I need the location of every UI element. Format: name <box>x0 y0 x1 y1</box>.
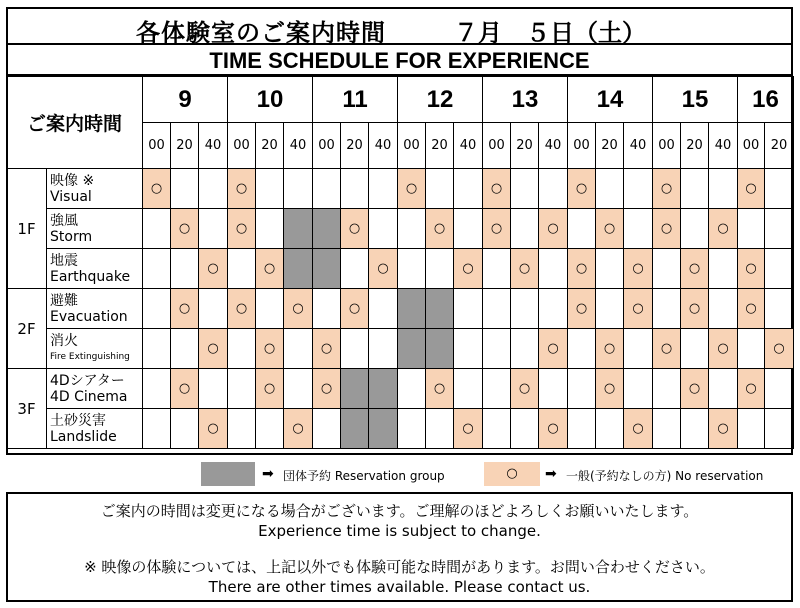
slot-empty <box>483 369 511 409</box>
slot-reservation-group <box>284 209 313 249</box>
slot-general: ○ <box>228 289 256 329</box>
slot-general: ○ <box>681 369 709 409</box>
schedule-row <box>7 369 794 409</box>
slot-empty <box>171 169 199 209</box>
slot-empty <box>199 289 228 329</box>
slot-general: ○ <box>199 409 228 449</box>
slot-empty <box>709 249 738 289</box>
slot-empty <box>596 289 624 329</box>
slot-empty <box>228 329 256 369</box>
minute-16-20: 20 <box>765 123 794 169</box>
slot-empty <box>539 369 568 409</box>
slot-reservation-group <box>398 289 426 329</box>
slot-empty <box>454 209 483 249</box>
time-label: ご案内時間 <box>7 77 143 169</box>
minute-14-20: 20 <box>596 123 624 169</box>
slot-general: ○ <box>539 409 568 449</box>
floor-label: 3F <box>7 369 47 449</box>
minute-14-40: 40 <box>624 123 653 169</box>
hour-header-row <box>7 77 794 123</box>
slot-general: ○ <box>539 209 568 249</box>
slot-empty <box>511 289 539 329</box>
slot-empty <box>624 329 653 369</box>
slot-empty <box>709 289 738 329</box>
slot-empty <box>568 329 596 369</box>
slot-empty <box>653 409 681 449</box>
room-name-jp: 強風 <box>50 212 78 229</box>
minute-13-40: 40 <box>539 123 568 169</box>
slot-general: ○ <box>765 329 794 369</box>
slot-empty <box>426 409 454 449</box>
room-name-jp: 土砂災害 <box>50 412 106 429</box>
room-name <box>47 329 143 369</box>
minute-14-00: 00 <box>568 123 596 169</box>
slot-empty <box>454 369 483 409</box>
floor-label: 1F <box>7 169 47 289</box>
notice-en-change: Experience time is subject to change. <box>258 522 541 540</box>
slot-empty <box>143 289 171 329</box>
slot-empty <box>511 169 539 209</box>
slot-general: ○ <box>738 369 765 409</box>
slot-empty <box>341 249 369 289</box>
slot-empty <box>511 209 539 249</box>
slot-empty <box>369 209 398 249</box>
slot-empty <box>738 409 765 449</box>
slot-general: ○ <box>624 249 653 289</box>
slot-empty <box>765 209 794 249</box>
slot-general: ○ <box>511 369 539 409</box>
slot-empty <box>511 409 539 449</box>
slot-empty <box>624 369 653 409</box>
slot-general: ○ <box>284 409 313 449</box>
room-name-en: Evacuation <box>50 308 128 325</box>
slot-empty <box>709 169 738 209</box>
slot-general: ○ <box>171 289 199 329</box>
slot-empty <box>483 289 511 329</box>
slot-general: ○ <box>681 289 709 329</box>
slot-reservation-group <box>341 409 369 449</box>
slot-general: ○ <box>653 329 681 369</box>
slot-general: ○ <box>256 329 284 369</box>
slot-general: ○ <box>199 249 228 289</box>
minute-16-00: 00 <box>738 123 765 169</box>
legend-group-label: 団体予約 Reservation group <box>283 469 445 483</box>
slot-empty <box>143 329 171 369</box>
slot-empty <box>568 409 596 449</box>
slot-general: ○ <box>143 169 171 209</box>
slot-reservation-group <box>426 289 454 329</box>
title-row <box>6 7 793 45</box>
minute-11-40: 40 <box>369 123 398 169</box>
room-name-en: Fire Extinguishing <box>50 351 130 362</box>
slot-empty <box>568 369 596 409</box>
slot-empty <box>171 329 199 369</box>
hour-16: 16 <box>738 77 794 123</box>
slot-empty <box>313 409 341 449</box>
minute-15-20: 20 <box>681 123 709 169</box>
slot-general: ○ <box>596 209 624 249</box>
room-name-en: 4D Cinema <box>50 388 128 405</box>
room-name-jp: 4Dシアター <box>50 372 125 389</box>
slot-empty <box>765 169 794 209</box>
slot-general: ○ <box>313 329 341 369</box>
slot-empty <box>454 329 483 369</box>
slot-empty <box>596 169 624 209</box>
slot-empty <box>398 369 426 409</box>
slot-reservation-group <box>313 249 341 289</box>
hour-12: 12 <box>398 77 483 123</box>
minute-9-20: 20 <box>171 123 199 169</box>
slot-general: ○ <box>568 289 596 329</box>
minute-11-00: 00 <box>313 123 341 169</box>
slot-empty <box>284 329 313 369</box>
slot-general: ○ <box>256 369 284 409</box>
room-name <box>47 289 143 329</box>
slot-empty <box>765 409 794 449</box>
slot-empty <box>568 209 596 249</box>
minute-12-20: 20 <box>426 123 454 169</box>
notice-en-visual: There are other times available. Please contact us. <box>208 578 591 596</box>
slot-general: ○ <box>738 249 765 289</box>
slot-empty <box>284 169 313 209</box>
minute-15-00: 00 <box>653 123 681 169</box>
minute-9-40: 40 <box>199 123 228 169</box>
notice-box <box>6 492 793 602</box>
slot-empty <box>256 169 284 209</box>
slot-empty <box>369 289 398 329</box>
legend-group-arrow-icon: ➡ <box>262 466 274 482</box>
slot-empty <box>256 209 284 249</box>
slot-empty <box>681 209 709 249</box>
hour-15: 15 <box>653 77 738 123</box>
slot-empty <box>681 169 709 209</box>
notice-jp-visual: ※ 映像の体験については、上記以外でも体験可能な時間があります。お問い合わせください。 <box>84 558 715 576</box>
slot-empty <box>398 249 426 289</box>
slot-empty <box>426 169 454 209</box>
slot-reservation-group <box>398 329 426 369</box>
slot-general: ○ <box>341 209 369 249</box>
slot-empty <box>426 249 454 289</box>
slot-empty <box>483 329 511 369</box>
slot-general: ○ <box>709 209 738 249</box>
slot-general: ○ <box>284 289 313 329</box>
floor-label: 2F <box>7 289 47 369</box>
room-name-en: Landslide <box>50 428 117 445</box>
schedule-row <box>7 329 794 369</box>
hour-11: 11 <box>313 77 398 123</box>
slot-empty <box>341 169 369 209</box>
slot-general: ○ <box>228 209 256 249</box>
slot-empty <box>256 289 284 329</box>
slot-general: ○ <box>539 329 568 369</box>
slot-empty <box>369 329 398 369</box>
slot-empty <box>171 409 199 449</box>
slot-empty <box>596 409 624 449</box>
minute-15-40: 40 <box>709 123 738 169</box>
slot-reservation-group <box>426 329 454 369</box>
slot-general: ○ <box>256 249 284 289</box>
room-name-jp: 避難 <box>50 292 78 309</box>
hour-13: 13 <box>483 77 568 123</box>
slot-general: ○ <box>596 369 624 409</box>
slot-general: ○ <box>483 169 511 209</box>
slot-empty <box>228 249 256 289</box>
slot-general: ○ <box>341 289 369 329</box>
slot-general: ○ <box>398 169 426 209</box>
slot-empty <box>199 369 228 409</box>
slot-general: ○ <box>171 209 199 249</box>
legend-group-swatch <box>201 462 255 486</box>
slot-general: ○ <box>596 329 624 369</box>
slot-empty <box>483 409 511 449</box>
slot-empty <box>653 369 681 409</box>
legend-general-arrow-icon: ➡ <box>545 466 557 482</box>
slot-empty <box>313 169 341 209</box>
slot-empty <box>738 209 765 249</box>
slot-empty <box>765 289 794 329</box>
minute-13-20: 20 <box>511 123 539 169</box>
minute-10-20: 20 <box>256 123 284 169</box>
slot-empty <box>539 249 568 289</box>
slot-empty <box>256 409 284 449</box>
slot-empty <box>624 209 653 249</box>
page-subtitle: TIME SCHEDULE FOR EXPERIENCE <box>6 45 793 76</box>
minute-13-00: 00 <box>483 123 511 169</box>
minute-10-00: 00 <box>228 123 256 169</box>
hour-9: 9 <box>143 77 228 123</box>
slot-general: ○ <box>653 209 681 249</box>
room-name-jp: 地震 <box>50 252 78 269</box>
slot-general: ○ <box>738 169 765 209</box>
slot-empty <box>709 369 738 409</box>
minute-11-20: 20 <box>341 123 369 169</box>
schedule-row <box>7 209 794 249</box>
room-name <box>47 249 143 289</box>
slot-general: ○ <box>511 249 539 289</box>
slot-empty <box>596 249 624 289</box>
room-name-jp: 映像 ※ <box>50 172 95 189</box>
schedule-row <box>7 249 794 289</box>
minute-12-40: 40 <box>454 123 483 169</box>
page-title: 各体験室のご案内時間 <box>136 19 386 47</box>
slot-general: ○ <box>624 289 653 329</box>
slot-general: ○ <box>568 169 596 209</box>
slot-general: ○ <box>313 369 341 409</box>
schedule-table <box>6 76 794 449</box>
legend-general-swatch: ○ <box>484 462 540 486</box>
slot-empty <box>681 329 709 369</box>
slot-empty <box>199 169 228 209</box>
slot-empty <box>341 329 369 369</box>
slot-empty <box>765 369 794 409</box>
hour-10: 10 <box>228 77 313 123</box>
schedule-row <box>7 289 794 329</box>
slot-general: ○ <box>228 169 256 209</box>
slot-reservation-group <box>284 249 313 289</box>
slot-general: ○ <box>709 409 738 449</box>
slot-general: ○ <box>738 289 765 329</box>
slot-empty <box>398 409 426 449</box>
room-name-en: Visual <box>50 188 92 205</box>
slot-empty <box>539 289 568 329</box>
slot-reservation-group <box>369 409 398 449</box>
slot-empty <box>143 409 171 449</box>
room-name-en: Earthquake <box>50 268 131 285</box>
slot-empty <box>738 329 765 369</box>
slot-general: ○ <box>426 209 454 249</box>
room-name <box>47 369 143 409</box>
minute-9-00: 00 <box>143 123 171 169</box>
minute-10-40: 40 <box>284 123 313 169</box>
slot-general: ○ <box>653 169 681 209</box>
room-name <box>47 169 143 209</box>
slot-general: ○ <box>709 329 738 369</box>
minute-12-00: 00 <box>398 123 426 169</box>
schedule-date: ７月 ５日（土） <box>454 19 646 47</box>
slot-empty <box>483 249 511 289</box>
room-name <box>47 209 143 249</box>
slot-empty <box>511 329 539 369</box>
notice-jp-change: ご案内の時間は変更になる場合がございます。ご理解のほどよろしくお願いいたします。 <box>100 502 699 520</box>
slot-empty <box>454 169 483 209</box>
slot-empty <box>398 209 426 249</box>
schedule-row <box>7 409 794 449</box>
slot-empty <box>143 209 171 249</box>
slot-empty <box>539 169 568 209</box>
slot-empty <box>681 409 709 449</box>
slot-general: ○ <box>426 369 454 409</box>
room-name-en: Storm <box>50 228 93 245</box>
slot-general: ○ <box>483 209 511 249</box>
slot-empty <box>171 249 199 289</box>
slot-general: ○ <box>624 409 653 449</box>
slot-empty <box>143 249 171 289</box>
slot-empty <box>454 289 483 329</box>
slot-empty <box>313 289 341 329</box>
slot-empty <box>765 249 794 289</box>
slot-empty <box>624 169 653 209</box>
slot-general: ○ <box>199 329 228 369</box>
room-name <box>47 409 143 449</box>
slot-empty <box>228 409 256 449</box>
slot-empty <box>228 369 256 409</box>
schedule-row <box>7 169 794 209</box>
slot-empty <box>143 369 171 409</box>
slot-reservation-group <box>369 369 398 409</box>
slot-reservation-group <box>341 369 369 409</box>
slot-empty <box>653 249 681 289</box>
slot-empty <box>369 169 398 209</box>
hour-14: 14 <box>568 77 653 123</box>
slot-general: ○ <box>171 369 199 409</box>
slot-reservation-group <box>313 209 341 249</box>
slot-general: ○ <box>454 409 483 449</box>
slot-general: ○ <box>369 249 398 289</box>
slot-general: ○ <box>454 249 483 289</box>
slot-empty <box>653 289 681 329</box>
room-name-jp: 消火 <box>50 332 78 349</box>
legend-general-label: 一般(予約なしの方) No reservation <box>566 469 764 483</box>
slot-empty <box>284 369 313 409</box>
slot-general: ○ <box>681 249 709 289</box>
slot-general: ○ <box>568 249 596 289</box>
slot-empty <box>199 209 228 249</box>
